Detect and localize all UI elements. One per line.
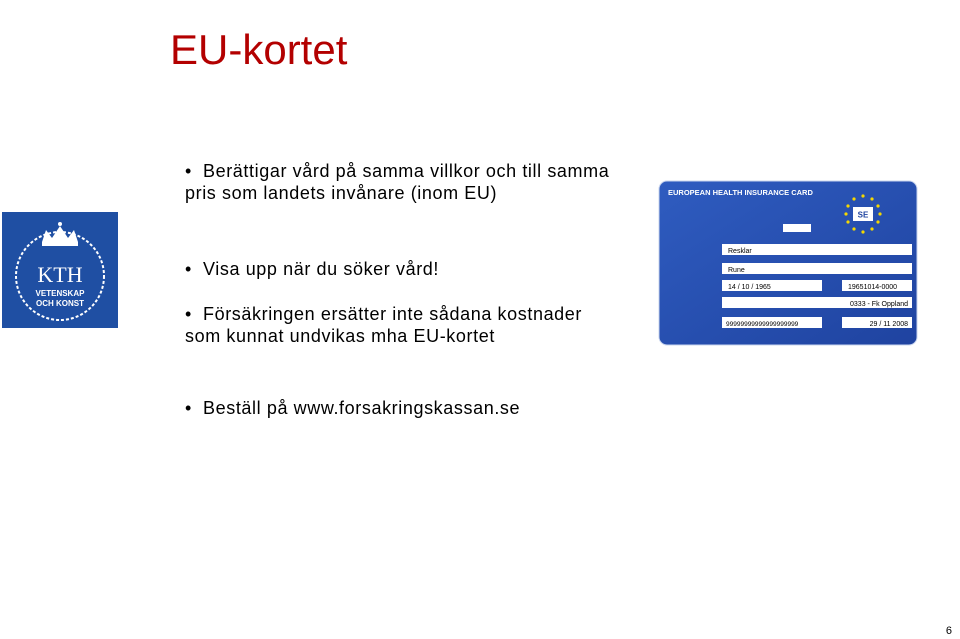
card-number: 99999999999999999999 xyxy=(726,321,799,328)
bullet-dot-icon: • xyxy=(185,259,192,279)
logo-line1: VETENSKAP xyxy=(35,289,85,298)
bullet-item: • Visa upp när du söker vård! xyxy=(185,259,439,279)
card-expiry: 29 / 11 2008 xyxy=(869,321,908,328)
logo-name: KTH xyxy=(37,262,83,287)
bullet-item: • Försäkringen ersätter inte sådana kostnader som kunnat undvikas mha EU-kortet xyxy=(185,304,582,346)
bullet-item: • Beställ på www.forsakringskassan.se xyxy=(185,398,521,418)
page-number: 6 xyxy=(945,625,952,637)
bullet-dot-icon: • xyxy=(185,398,192,418)
kth-logo xyxy=(2,212,118,328)
logo-line2: OCH KONST xyxy=(36,299,84,308)
page-title: EU-kortet xyxy=(170,26,348,74)
card-header: EUROPEAN HEALTH INSURANCE CARD xyxy=(668,188,813,197)
eu-health-card xyxy=(658,180,918,346)
card-country: SE xyxy=(857,210,869,220)
bullet-dot-icon: • xyxy=(185,304,192,324)
card-institution: 0333 - Fk Oppland xyxy=(850,301,908,308)
card-given-name: Rune xyxy=(728,267,745,274)
bullet-dot-icon: • xyxy=(185,161,192,181)
bullet-item: • Berättigar vård på samma villkor och till samma pris som landets invånare (inom EU) xyxy=(185,161,610,203)
card-personal-id: 19651014-0000 xyxy=(848,284,898,291)
card-surname: Resklar xyxy=(728,248,752,255)
card-birth-date: 14 / 10 / 1965 xyxy=(728,284,771,291)
